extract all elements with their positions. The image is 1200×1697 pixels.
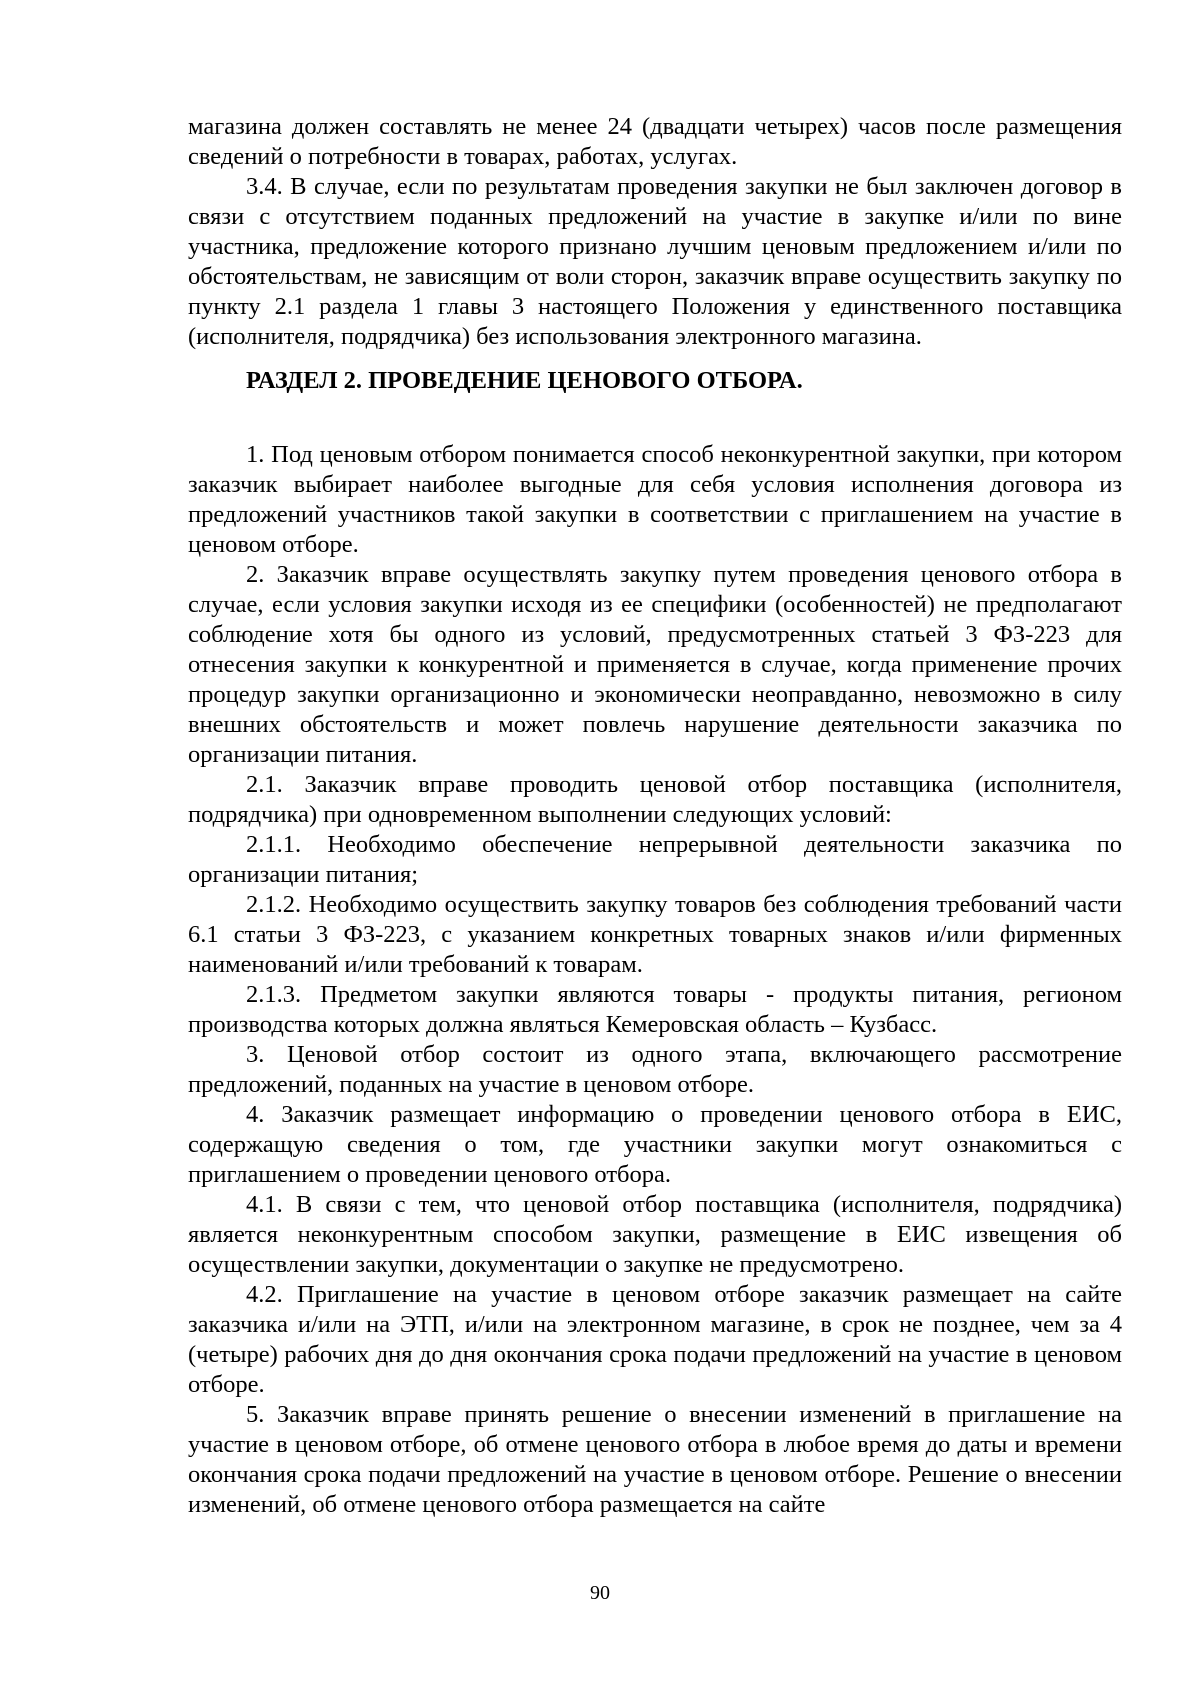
- section-heading: РАЗДЕЛ 2. ПРОВЕДЕНИЕ ЦЕНОВОГО ОТБОРА.: [246, 367, 803, 394]
- paragraph-2-1: 2.1. Заказчик вправе проводить ценовой отбор поставщика (исполнителя, подрядчика) при одновременном выполнении следующих условий:: [188, 771, 1122, 828]
- paragraph-3-4: 3.4. В случае, если по результатам проведения закупки не был заключен договор в связи с отсутствием поданных предложений на участие в закупке и/или по вине участника, предложение которого признано лучшим ценовым предложением и/или по обстоятельствам, не зависящим от воли сторон, заказчик вправе осуществить закупку по пункту 2.1 раздела 1 главы 3 настоящего Положения у единственного поставщика (исполнителя, подрядчика) без использования электронного магазина.: [188, 173, 1122, 350]
- paragraph-2-1-1: 2.1.1. Необходимо обеспечение непрерывной деятельности заказчика по организации питания;: [188, 831, 1122, 888]
- paragraph-4-1: 4.1. В связи с тем, что ценовой отбор поставщика (исполнителя, подрядчика) является неконкурентным способом закупки, размещение в ЕИС извещения об осуществлении закупки, документации о закупке не предусмотрено.: [188, 1191, 1122, 1278]
- paragraph-5: 5. Заказчик вправе принять решение о внесении изменений в приглашение на участие в ценовом отборе, об отмене ценового отбора в любое время до даты и времени окончания срока подачи предложений на участие в ценовом отборе. Решение о внесении изменений, об отмене ценового отбора размещается на сайте: [188, 1401, 1122, 1518]
- continuation-paragraph: магазина должен составлять не менее 24 (двадцати четырех) часов после размещения сведений о потребности в товарах, работах, услугах.: [188, 113, 1122, 170]
- paragraph-4-2: 4.2. Приглашение на участие в ценовом отборе заказчик размещает на сайте заказчика и/или на ЭТП, и/или на электронном магазине, в срок не позднее, чем за 4 (четыре) рабочих дня до дня окончания срока подачи предложений на участие в ценовом отборе.: [188, 1281, 1122, 1398]
- document-page: [188, 112, 1122, 1520]
- page-number: 90: [590, 1582, 610, 1604]
- paragraph-2: 2. Заказчик вправе осуществлять закупку путем проведения ценового отбора в случае, если условия закупки исходя из ее специфики (особенностей) не предполагают соблюдение хотя бы одного из условий, предусмотренных статьей 3 ФЗ-223 для отнесения закупки к конкурентной и применяется в случае, когда применение прочих процедур закупки организационно и экономически неоправданно, невозможно в силу внешних обстоятельств и может повлечь нарушение деятельности заказчика по организации питания.: [188, 561, 1122, 768]
- paragraph-4: 4. Заказчик размещает информацию о проведении ценового отбора в ЕИС, содержащую сведения о том, где участники закупки могут ознакомиться с приглашением о проведении ценового отбора.: [188, 1101, 1122, 1188]
- paragraph-1: 1. Под ценовым отбором понимается способ неконкурентной закупки, при котором заказчик выбирает наиболее выгодные для себя условия исполнения договора из предложений участников такой закупки в соответствии с приглашением на участие в ценовом отборе.: [188, 441, 1122, 558]
- paragraph-2-1-3: 2.1.3. Предметом закупки являются товары - продукты питания, регионом производства которых должна являться Кемеровская область – Кузбасс.: [188, 981, 1122, 1038]
- paragraph-3: 3. Ценовой отбор состоит из одного этапа, включающего рассмотрение предложений, поданных на участие в ценовом отборе.: [188, 1041, 1122, 1098]
- paragraph-2-1-2: 2.1.2. Необходимо осуществить закупку товаров без соблюдения требований части 6.1 статьи 3 ФЗ-223, с указанием конкретных товарных знаков и/или фирменных наименований и/или требований к товарам.: [188, 891, 1122, 978]
